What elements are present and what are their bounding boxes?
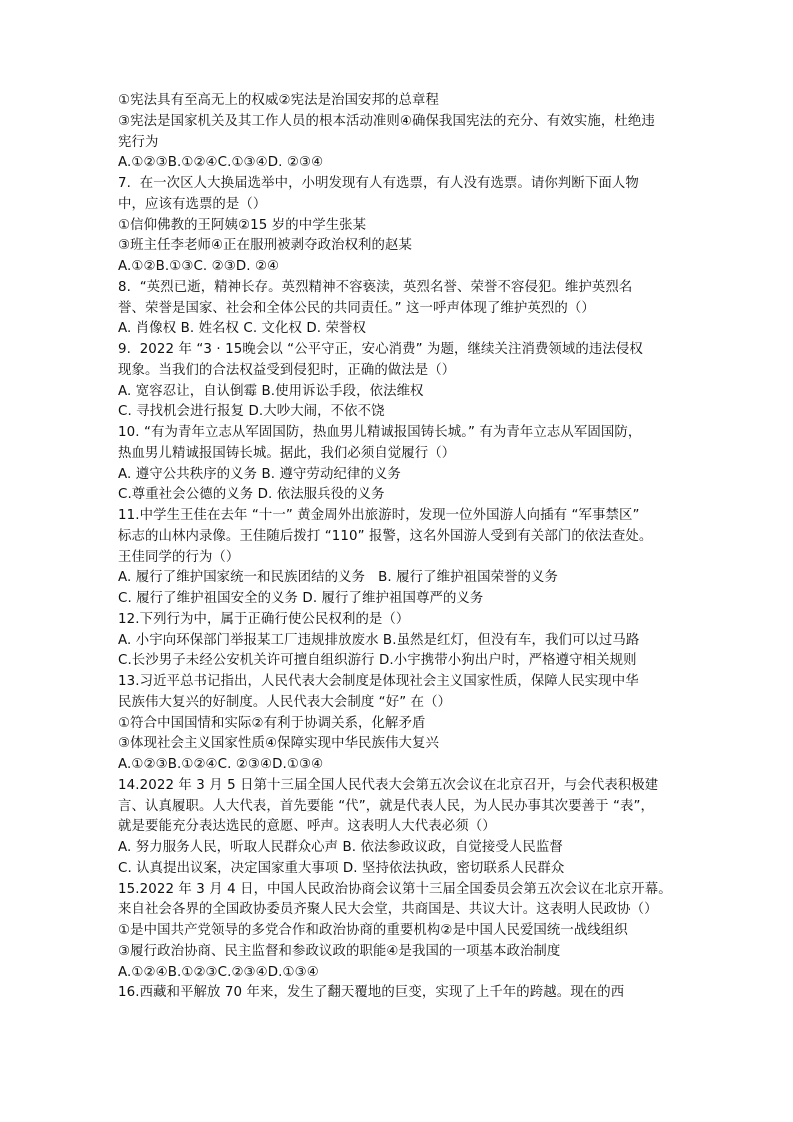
text-line: ③履行政治协商、民主监督和参政议政的职能④是我国的一项基本政治制度	[118, 943, 561, 959]
answer-options: C.长沙男子未经公安机关许可擅自组织游行 D.小宇携带小狗出户时，严格遵守相关规则	[118, 653, 637, 669]
answer-options: C.尊重社会公德的义务 D. 依法服兵役的义务	[118, 487, 385, 503]
answer-options: A.①②④B.①②③C.②③④D.①③④	[118, 964, 319, 980]
question-7: 7. 在一次区人大换届选举中，小明发现有人有选票，有人没有选票。请你判断下面人物	[118, 176, 639, 191]
answer-options: A. 遵守公共秩序的义务 B. 遵守劳动纪律的义务	[118, 466, 401, 482]
text-line: 标志的山林内录像。王佳随后拨打 “110” 报警，这名外国游人受到有关部门的依法查处。	[118, 528, 653, 544]
answer-options: A.①②③B.①②④C.①③④D. ②③④	[118, 155, 324, 171]
answer-options: A. 履行了维护国家统一和民族团结的义务 B. 履行了维护祖国荣誉的义务	[118, 570, 559, 586]
text-line: ③宪法是国家机关及其工作人员的根本活动准则④确保我国宪法的充分、有效实施，杜绝违	[118, 113, 655, 129]
question-14: 14.2022 年 3 月 5 日第十三届全国人民代表大会第五次会议在北京召开，与会代表积极建	[118, 777, 659, 793]
text-line: ①宪法具有至高无上的权威②宪法是治国安邦的总章程	[118, 93, 440, 108]
answer-options: C. 认真提出议案，决定国家重大事项 D. 坚持依法执政，密切联系人民群众	[118, 860, 565, 876]
text-line: ①是中国共产党领导的多党合作和政治协商的重要机构②是中国人民爱国统一战线组织	[118, 923, 628, 938]
answer-options: A. 宽容忍让，自认倒霉 B.使用诉讼手段，依法维权	[118, 383, 424, 399]
question-10: 10. “有为青年立志从军固国防，热血男儿精诚报国铸长城。” 有为青年立志从军固国防，	[118, 425, 642, 440]
text-line: 言、认真履职。人大代表，首先要能 “代”，就是代表人民，为人民办事其次要善于 “表”，	[118, 798, 655, 814]
text-line: 现象。当我们的合法权益受到侵犯时，正确的做法是（）	[118, 362, 456, 378]
answer-options: A.①②③B.①②④C. ②③④D.①③④	[118, 757, 324, 772]
text-line: ③体现社会主义国家性质④保障实现中华民族伟大复兴	[118, 736, 440, 752]
text-line: ③班主任李老师④正在服刑被剥夺政治权利的赵某	[118, 238, 413, 254]
question-15: 15.2022 年 3 月 4 日，中国人民政治协商会议第十三届全国委员会第五次会议在北京开幕。	[118, 881, 672, 897]
text-line: 王佳同学的行为（）	[118, 549, 240, 565]
answer-options: C. 履行了维护祖国安全的义务 D. 履行了维护祖国尊严的义务	[118, 591, 484, 606]
answer-options: C. 寻找机会进行报复 D.大吵大闹，不依不饶	[118, 404, 385, 420]
text-line: 誉、荣誉是国家、社会和全体公民的共同责任。” 这一呼声体现了维护英烈的（）	[118, 300, 595, 316]
text-line: 民族伟大复兴的好制度。人民代表大会制度 “好” 在（）	[118, 694, 452, 710]
text-line: ①信仰佛教的王阿姨②15 岁的中学生张某	[118, 217, 367, 233]
answer-options: A. 肖像权 B. 姓名权 C. 文化权 D. 荣誉权	[118, 321, 366, 337]
question-16: 16.西藏和平解放 70 年来，发生了翻天覆地的巨变，实现了上千年的跨越。现在的西	[118, 985, 625, 1001]
text-line: ①符合中国国情和实际②有利于协调关系，化解矛盾	[118, 715, 426, 731]
question-12: 12.下列行为中，属于正确行使公民权利的是（）	[118, 611, 410, 627]
question-11: 11.中学生王佳在去年 “十一” 黄金周外出旅游时，发现一位外国游人向插有 “军事禁区”	[118, 508, 640, 523]
answer-options: A. 小宇向环保部门举报某工厂违规排放废水 B.虽然是红灯，但没有车，我们可以过马路	[118, 632, 640, 648]
answer-options: A.①②B.①③C. ②③D. ②④	[118, 259, 280, 274]
question-13: 13.习近平总书记指出，人民代表大会制度是体现社会主义国家性质，保障人民实现中华	[118, 674, 639, 689]
text-line: 来自社会各界的全国政协委员齐聚人民大会堂，共商国是、共议大计。这表明人民政协（）	[118, 902, 658, 918]
text-line: 就是要能充分表达选民的意愿、呼声。这表明人大代表必须（）	[118, 819, 496, 835]
text-line: 宪行为	[118, 134, 159, 150]
answer-options: A. 努力服务人民，听取人民群众心声 B. 依法参政议政，自觉接受人民监督	[118, 840, 563, 855]
question-9: 9. 2022 年 “3 · 15晚会以 “公平守正，安心消费” 为题，继续关注消费领域的违法侵权	[118, 342, 643, 357]
text-line: 热血男儿精诚报国铸长城。据此，我们必须自觉履行（）	[118, 445, 456, 461]
text-line: 中，应该有选票的是（）	[118, 196, 267, 212]
question-8: 8. “英烈已逝，精神长存。英烈精神不容亵渎，英烈名誉、荣誉不容侵犯。维护英烈名	[118, 279, 633, 295]
